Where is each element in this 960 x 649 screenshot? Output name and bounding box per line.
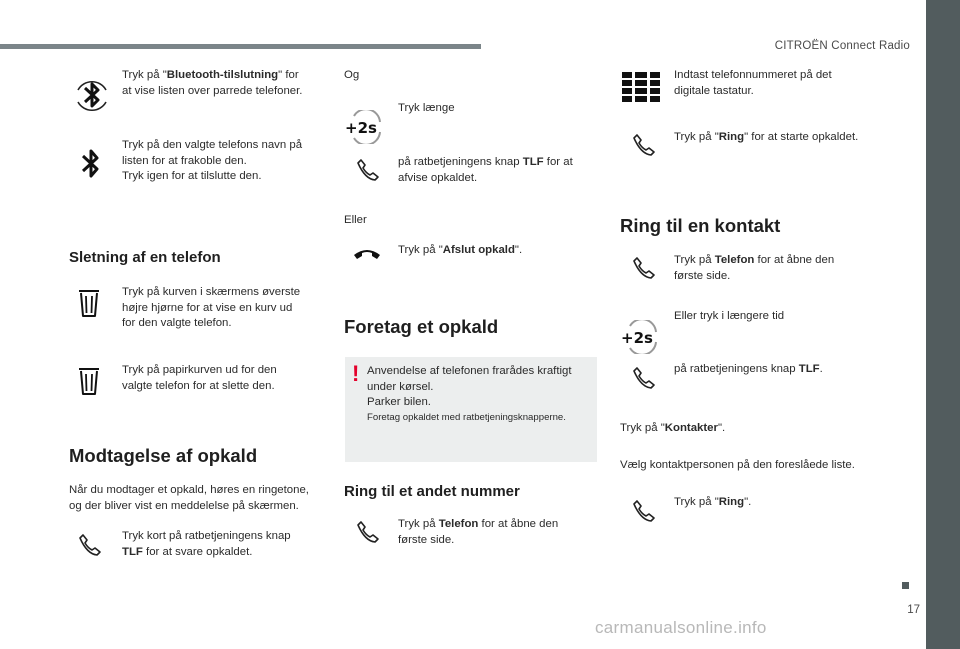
delete-phone-heading: Sletning af en telefon	[69, 249, 221, 266]
page-header-title: CITROËN Connect Radio	[774, 40, 910, 52]
make-call-heading: Foretag et opkald	[344, 316, 499, 337]
else-label: Eller	[344, 214, 367, 226]
phone-icon[interactable]	[78, 533, 102, 557]
open-phone-text: Tryk på Telefon for at åbne den første side.	[398, 518, 559, 546]
receive-call-intro: Når du modtager et opkald, høres en ringetone, og der bliver vist en meddelelse på skærmen.	[69, 484, 309, 512]
svg-text:+2s: +2s	[345, 119, 377, 137]
call-contact-heading: Ring til en kontakt	[620, 215, 781, 236]
phone-icon[interactable]	[632, 256, 656, 280]
ring-final-text: Tryk på "Ring".	[674, 496, 752, 508]
phone-icon[interactable]	[632, 366, 656, 390]
call-other-number-heading: Ring til et andet nummer	[344, 483, 520, 500]
phone-icon[interactable]	[356, 158, 380, 182]
header-bar	[0, 44, 481, 49]
receive-call-heading: Modtagelse af opkald	[69, 445, 258, 466]
trash-text-1: Tryk på kurven i skærmens øverste højre hjørne for at vise en kurv ud for den valgte telefon.	[122, 286, 301, 330]
watermark: carmanualsonline.info	[595, 618, 767, 637]
warning-icon: !	[352, 361, 360, 386]
bt-disconnect-text: Tryk på den valgte telefons navn på listen for at frakoble den. Tryk igen for at tilslutte den.	[122, 139, 303, 183]
hang-up-text: Tryk på "Afslut opkald".	[398, 244, 523, 256]
bluetooth-icon[interactable]	[78, 146, 104, 182]
long-press-text: Tryk længe	[398, 102, 455, 114]
long-press-2s-icon[interactable]	[620, 320, 660, 354]
page-number: 17	[907, 604, 920, 616]
bt-connection-text: Tryk på "Bluetooth-tilslutning" for at vise listen over parrede telefoner.	[122, 69, 303, 97]
keypad-icon[interactable]	[622, 72, 660, 102]
warning-text: Anvendelse af telefonen frarådes kraftigt under kørsel. Parker bilen. Foretag opkaldet med ratbetjeningsknapperne.	[367, 365, 572, 423]
trash-text-2: Tryk på papirkurven ud for den valgte telefon for at slette den.	[122, 364, 277, 392]
page-marker	[902, 582, 909, 589]
hang-up-icon[interactable]	[352, 244, 382, 264]
trash-icon[interactable]	[78, 288, 100, 318]
phone-icon[interactable]	[356, 520, 380, 544]
answer-call-text: Tryk kort på ratbetjeningens knap TLF for at svare opkaldet.	[122, 530, 291, 558]
phone-icon[interactable]	[632, 133, 656, 157]
page-side-strip	[926, 0, 960, 649]
phone-icon[interactable]	[632, 499, 656, 523]
reject-call-text: på ratbetjeningens knap TLF for at afvise opkaldet.	[398, 156, 573, 184]
svg-text:+2s: +2s	[621, 329, 653, 347]
keypad-text: Indtast telefonnummeret på det digitale tastatur.	[674, 69, 832, 97]
contact-steering-text: på ratbetjeningens knap TLF.	[674, 363, 823, 375]
contacts-text: Tryk på "Kontakter".	[620, 422, 726, 434]
contact-long-press-text: Eller tryk i længere tid	[674, 310, 785, 322]
and-label: Og	[344, 69, 360, 81]
trash-icon[interactable]	[78, 366, 100, 396]
ring-start-text: Tryk på "Ring" for at starte opkaldet.	[674, 131, 859, 143]
choose-contact-text: Vælg kontaktpersonen på den foreslåede liste.	[620, 459, 855, 471]
contact-open-phone-text: Tryk på Telefon for at åbne den første side.	[674, 254, 835, 282]
long-press-2s-icon[interactable]	[344, 110, 384, 144]
bluetooth-connection-icon[interactable]	[72, 72, 112, 118]
